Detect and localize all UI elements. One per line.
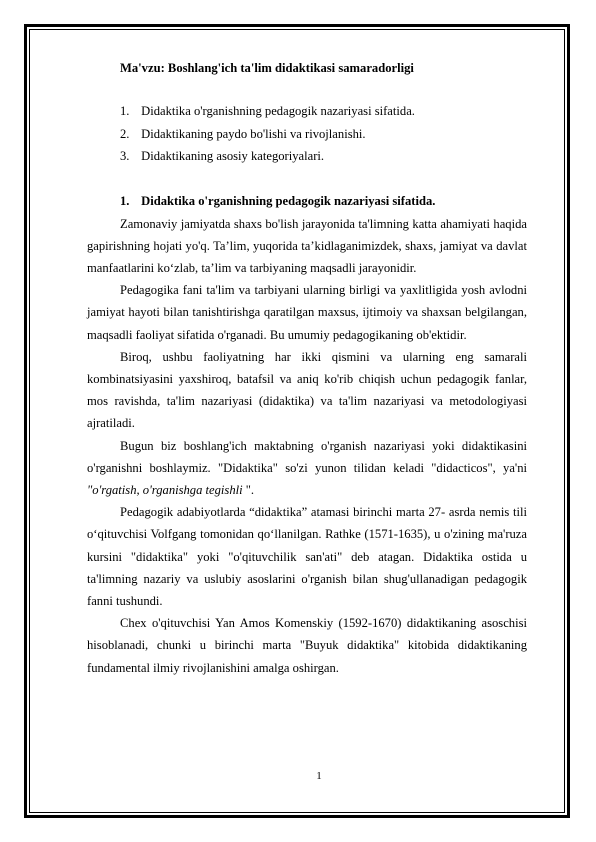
plan-item: 3. Didaktikaning asosiy kategoriyalari. [120,149,325,163]
plan-item: 1. Didaktika o'rganishning pedagogik nazariyasi sifatida. [120,104,415,118]
paragraph-didaktika-etymology: Bugun biz boshlang'ich maktabning o'rganish nazariyasi yoki didaktikasini o'rganishni boshlaymiz. "Didaktika" so'zi yunon tilidan keladi "didacticos", ya'ni "o'rgatish, o'rganishga tegishli ". [87,438,527,497]
paragraph: Zamonaviy jamiyatda shaxs bo'lish jarayonida ta'limning katta ahamiyati haqida gapirishning hojati yo'q. Ta’lim, yuqorida ta’kidlaganimizdek, shaxs, jamiyat va davlat manfaatlarini ko‘zlab, ta’lim va tarbiyaning maqsadli jarayonidir. [87,216,527,275]
plan-list [87,101,527,169]
document-body [87,58,527,679]
paragraph: Pedagogika fani ta'lim va tarbiyani ularning birligi va yaxlitligida yosh avlodni jamiyat hayoti bilan tanishtirishga qaratilgan maxsus, ijtimoiy va shaxsan belgilangan, maqsadli faoliyat sifatida o'rganadi. Bu umumiy pedagogikaning ob'ektidir. [87,283,527,342]
paragraph: Biroq, ushbu faoliyatning har ikki qismini va ularning eng samarali kombinatsiyasini yaxshiroq, batafsil va aniq ko'rib chiqish uchun pedagogik fanlar, mos ravishda, ta'lim nazariyasi (didaktika) va ta'lim nazariyasi va metodologiyasi ajratiladi. [87,349,527,431]
topic-heading: Ma'vzu: Boshlang'ich ta'lim didaktikasi samaradorligi [120,61,414,75]
section-heading: 1. Didaktika o'rganishning pedagogik nazariyasi sifatida. [120,193,436,208]
paragraph: Chex o'qituvchisi Yan Amos Komenskiy (1592-1670) didaktikaning asoschisi hisoblanadi, chunki u birinchi marta "Buyuk didaktika" kitobida didaktikaning fundamental ilmiy rivojlanishini amalga oshirgan. [87,616,527,675]
italic-definition: "o'rgatish, o'rganishga tegishli [87,482,243,497]
page-number: 1 [316,770,322,782]
plan-item: 2. Didaktikaning paydo bo'lishi va rivojlanishi. [120,126,366,141]
paragraph: Pedagogik adabiyotlarda “didaktika” atamasi birinchi marta 27- asrda nemis tili o‘qituvchisi Volfgang tomonidan qo‘llanilgan. Rathke (1571-1635), u o'zining ma'ruza kursini "didaktika" yoki "o'qituvchilik san'ati" deb atagan. Didaktika ostida u ta'limning nazariy va uslubiy asoslarini o'rganish bilan shug'ullanadigan pedagogik fanni tushundi. [87,505,527,608]
